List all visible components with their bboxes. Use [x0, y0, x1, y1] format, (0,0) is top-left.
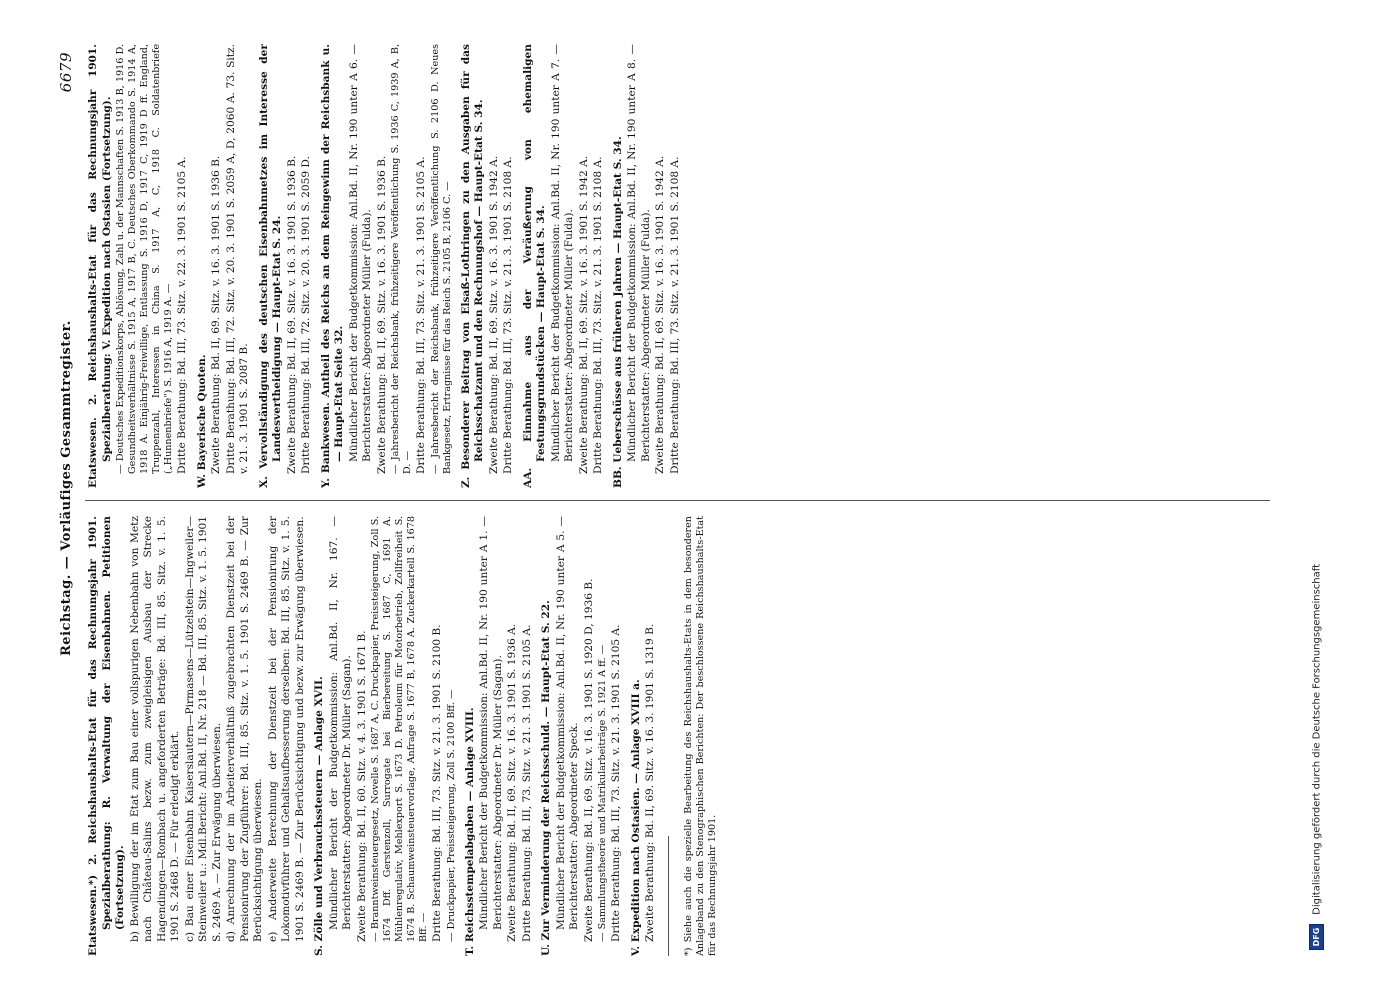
register-entry: W. Bayerische Quoten. [195, 354, 208, 488]
register-entry: — Druckpapier, Preissteigerung, Zoll S. 2100 Bff. — [445, 689, 457, 942]
register-entry: X. Vervollständigung des deutschen Eisenbahnnetzes im Interesse der Landesvertheidigung — Haupt-Etat S. 24. [257, 44, 283, 488]
register-entry: Zweite Berathung: Bd. II, 69. Sitz. v. 16. 3. 1901 S. 1942 A. [654, 155, 666, 474]
register-entry: Dritte Berathung: Bd. III, 72. Sitz. v. 20. 3. 1901 S. 2059 A, D, 2060 A. 73. Sitz. v. 21. 3. 1901 S. 2087 B. [224, 44, 250, 474]
register-entry: Zweite Berathung: Bd. II, 60. Sitz. v. 4. 3. 1901 S. 1671 B. [355, 630, 368, 942]
register-entry: Mündlicher Bericht der Budgetkommission: Anl.Bd. II, Nr. 190 unter A 6. — Berichterstatter: Abgeordneter Müller (Fulda). [347, 44, 373, 462]
register-entry: Dritte Berathung: Bd. III, 73. Sitz. v. 21. 3. 1901 S. 2108 A. [592, 156, 604, 474]
register-entry: Y. Bankwesen. Antheil des Reichs an dem Reingewinn der Reichsbank u. — Haupt-Etat Seite 32. [319, 44, 345, 488]
register-entry: Zweite Berathung: Bd. II, 69. Sitz. v. 16. 3. 1901 S. 1936 B. [375, 155, 388, 474]
register-entry: Dritte Berathung: Bd. III, 73. Sitz. v. 21. 3. 1901 S. 2100 B. [431, 624, 443, 942]
register-entry: S. Zölle und Verbrauchssteuern — Anlage XVII. [313, 676, 325, 956]
register-entry: b) Bewilligung der im Etat zum Bau einer vollspurigen Nebenbahn von Metz nach Château-Salins bezw. zum zweigleisigen Ausbau der Strecke Hagendingen—Rombach u. angeforderten Beträge: Bd. III, 85. Sitz. v. 1. 5. 1901 S. 2468 D. — Für erledigt erklärt. [128, 516, 181, 942]
register-entry: Dritte Berathung: Bd. III, 73. Sitz. v. 21. 3. 1901 S. 2105 A. [415, 156, 427, 474]
left-entries [87, 516, 658, 956]
register-entry: Zweite Berathung: Bd. II, 69. Sitz. v. 16. 3. 1901 S. 1942 A. [577, 155, 590, 474]
register-entry: Dritte Berathung: Bd. III, 72. Sitz. v. 20. 3. 1901 S. 2059 D. [300, 156, 312, 474]
left-column [87, 516, 1267, 956]
register-entry: V. Expedition nach Ostasien. — Anlage XVIII a. [629, 679, 642, 956]
register-entry: Etatswesen. 2. Reichshaushalts-Etat für das Rechnungsjahr 1901. Spezialberathung: V. Expedition nach Ostasien (Fortsetzung). [87, 44, 113, 488]
register-entry: Zweite Berathung: Bd. II, 69. Sitz. v. 16. 3. 1901 S. 1936 B. [285, 155, 298, 474]
right-entries [87, 44, 682, 488]
page-number: 6679 [57, 52, 75, 93]
running-title: Reichstag. — Vorläufiges Gesammtregister. [59, 320, 74, 656]
register-entry: Dritte Berathung: Bd. III, 73. Sitz. v. 21. 3. 1901 S. 2108 A. [502, 156, 514, 474]
register-entry: — Jahresbericht der Reichsbank, frühzeitigere Veröffentlichung S. 1936 C, 1939 A, B, D. — [390, 44, 413, 474]
register-entry: Zweite Berathung: Bd. II, 69. Sitz. v. 16. 3. 1901 S. 1920 D, 1936 B. [582, 578, 595, 942]
register-entry: Dritte Berathung: Bd. III, 73. Sitz. v. 21. 3. 1901 S. 2105 A. [610, 624, 622, 942]
register-entry: Z. Besonderer Beitrag von Elsaß-Lothringen zu den Ausgaben für das Reichsschatzamt und den Rechnungshof — Haupt-Etat S. 34. [459, 44, 485, 488]
register-entry: d) Anrechnung der im Arbeiterverhältniß zugebrachten Dienstzeit bei der Pensionirung der Zugführer: Bd. III, 85. Sitz. v. 1. 5. 1901 S. 2469 B. — Zur Berücksichtigung überwiesen. [225, 516, 264, 942]
register-entry: Dritte Berathung: Bd. III, 73. Sitz. v. 22. 3. 1901 S. 2105 A. [176, 156, 188, 474]
footnote: *) Siehe auch die spezielle Bearbeitung des Reichshaushalts-Etats in dem besonderen Anlageband zu den Stenographischen Berichten: Der beschlossene Reichshaushalts-Etat für das Rechnungsjahr 1901. [682, 516, 718, 956]
footnote-rule [668, 836, 669, 956]
footer-text: Digitalisierung gefördert durch die Deutsche Forschungsgemeinschaft [1311, 563, 1323, 915]
register-entry: Dritte Berathung: Bd. III, 73. Sitz. v. 21. 3. 1901 S. 2105 A. [520, 624, 533, 942]
register-entry: Mündlicher Bericht der Budgetkommission: Anl.Bd. II, Nr. 190 unter A 1. — Berichterstatter: Abgeordneter Dr. Müller (Sagan). [478, 516, 504, 930]
register-entry: Zweite Berathung: Bd. II, 69. Sitz. v. 16. 3. 1901 S. 1936 B. [210, 155, 222, 474]
register-entry: — Sammlungstheorie und Matrikularbeiträge S. 1921 A ff. — [597, 644, 608, 942]
register-entry: Mündlicher Bericht der Budgetkommission: Anl.Bd. II, Nr. 190 unter A 5. — Berichterstatter: Abgeordneter Speck. [554, 516, 580, 930]
register-entry: Mündlicher Bericht der Budgetkommission: Anl.Bd. II, Nr. 190 unter A 7. — Berichterstatter: Abgeordneter Müller (Fulda). [549, 44, 575, 462]
register-entry: — Branntweinsteuergesetz, Novelle S. 1687 A, C. Druckpapier, Preissteigerung, Zoll S. 1674 Dff. Gerstenzoll, Surrogate bei Bierbereitung S. 1687 C, 1691 A. Mühlenregulativ, Mehlexport S. 1673 D. Petroleum für Motorbetrieb, Zollfreiheit S. 1674 B. Schaumweinsteuervorlage, Anfrage S. 1677 B, 1678 A. Zuckerkartell S. 1678 Bff. — [370, 516, 429, 942]
running-header [55, 44, 83, 956]
register-entry: Zweite Berathung: Bd. II, 69. Sitz. v. 16. 3. 1901 S. 1319 B. [644, 623, 656, 942]
register-entry: Mündlicher Bericht der Budgetkommission: Anl.Bd. II, Nr. 167. — Berichterstatter: Abgeordneter Dr. Müller (Sagan). [327, 516, 353, 930]
register-entry: Etatswesen.*) 2. Reichshaushalts-Etat für das Rechnungsjahr 1901. Spezialberathung: R. Verwaltung der Eisenbahnen. Petitionen (Fortsetzung). [87, 516, 126, 956]
register-entry: Mündlicher Bericht der Budgetkommission: Anl.Bd. II, Nr. 190 unter A 8. — Berichterstatter: Abgeordneter Müller (Fulda). [626, 44, 652, 462]
right-column [87, 44, 1267, 488]
register-entry: — Deutsches Expeditionskorps, Ablösung, Zahl u. der Mannschaften S. 1913 B, 1916 D. Gesundheitsverhältnisse S. 1915 A, 1917 B, C. Deutsches Oberkommando S. 1914 A, 1918 A. Einjährig-Freiwillige, Entlassung S. 1916 D, 1917 C, 1919 D ff. England, Truppenzahl, Interessen in China S. 1917 A, C, 1918 C. Soldatenbriefe („Hunnenbriefe") S. 1916 A, 1919 A. — [115, 44, 174, 474]
register-page [55, 44, 1323, 956]
register-entry: BB. Ueberschüsse aus früheren Jahren — Haupt-Etat S. 34. [611, 136, 624, 488]
column-divider [85, 500, 1270, 501]
register-entry: U. Zur Verminderung der Reichsschuld. — Haupt-Etat S. 22. [540, 600, 552, 956]
register-entry: Zweite Berathung: Bd. II, 69. Sitz. v. 16. 3. 1901 S. 1936 A. [506, 623, 518, 942]
dfg-logo: DFG [1309, 924, 1324, 950]
register-entry: Zweite Berathung: Bd. II, 69. Sitz. v. 16. 3. 1901 S. 1942 A. [487, 155, 500, 474]
register-entry: e) Anderweite Berechnung der Dienstzeit bei der Pensionirung der Lokomotivführer und Gehaltsaufbesserung derselben: Bd. III, 85. Sitz. v. 1. 5. 1901 S. 2469 B. — Zur Berücksichtigung und bezw. zur Erwägung überwiesen. [266, 516, 306, 942]
register-entry: c) Bau einer Eisenbahn Kaiserslautern—Pirmasens—Lützelstein—Ingweiler—Steinweiler u.: Mdl.Bericht: Anl.Bd. II, Nr. 218 — Bd. III, 85. Sitz. v. 1. 5. 1901 S. 2469 A. — Zur Erwägung überwiesen. [183, 516, 223, 942]
digitization-footer [1309, 50, 1329, 950]
register-entry: T. Reichsstempelabgaben — Anlage XVIII. [463, 707, 476, 956]
register-entry: Dritte Berathung: Bd. III, 73. Sitz. v. 21. 3. 1901 S. 2108 A. [668, 156, 681, 474]
register-entry: AA. Einnahme aus der Veräußerung von ehemaligen Festungsgrundstücken — Haupt-Etat S. 34. [521, 44, 547, 488]
register-entry: — Jahresbericht der Reichsbank, frühzeitigere Veröffentlichung S. 2106 D. Neues Bankgesetz, Ertragnisse für das Reich S. 2105 B, 2106 C. — [429, 44, 453, 474]
